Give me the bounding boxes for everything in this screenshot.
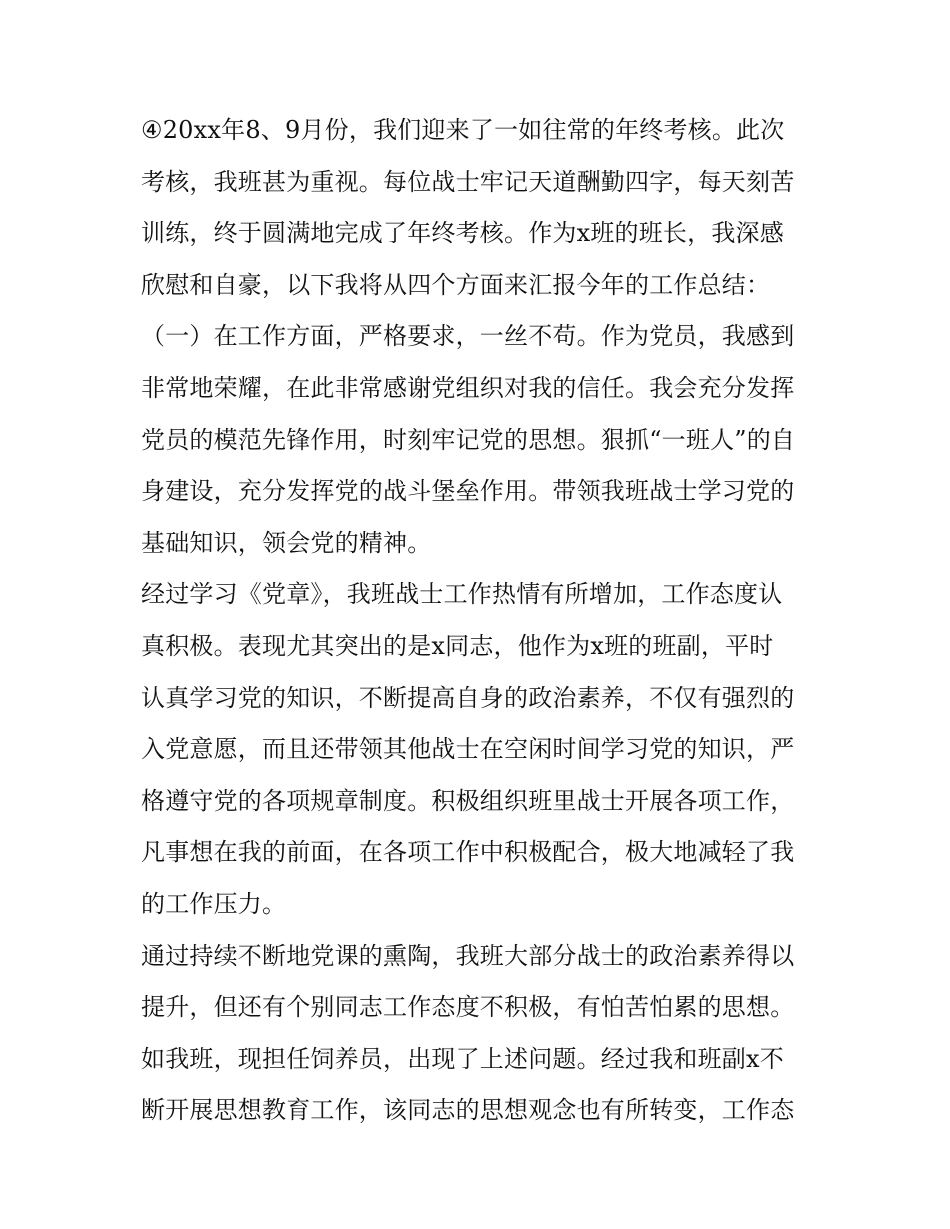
text-line: （一）在工作方面，严格要求，一丝不苟。作为党员，我感到	[141, 322, 795, 351]
text-line: 的工作压力。	[141, 889, 287, 918]
text-line: 真积极。表现尤其突出的是x同志，他作为x班的班副，平时	[141, 631, 774, 660]
text-line: 入党意愿，而且还带领其他战士在空闲时间学习党的知识，严	[141, 735, 795, 764]
text-line: 格遵守党的各项规章制度。积极组织班里战士开展各项工作，	[141, 786, 795, 815]
text-line: 训练，终于圆满地完成了年终考核。作为x班的班长，我深感	[141, 219, 784, 248]
text-line: 非常地荣耀，在此非常感谢党组织对我的信任。我会充分发挥	[141, 373, 795, 402]
text-line: 提升，但还有个别同志工作态度不积极，有怕苦怕累的思想。	[141, 993, 795, 1022]
text-line: 断开展思想教育工作，该同志的思想观念也有所转变，工作态	[141, 1096, 795, 1125]
text-line: 通过持续不断地党课的熏陶，我班大部分战士的政治素养得以	[141, 941, 795, 970]
text-line: 基础知识，领会党的精神。	[141, 528, 432, 557]
text-line: 经过学习《党章》，我班战士工作热情有所增加，工作态度认	[141, 580, 783, 609]
text-line: 党员的模范先锋作用，时刻牢记党的思想。狠抓“一班人”的自	[141, 425, 796, 454]
text-line: 凡事想在我的前面，在各项工作中积极配合，极大地减轻了我	[141, 838, 795, 867]
text-line: 如我班，现担任饲养员，出现了上述问题。经过我和班副x不	[141, 1044, 784, 1073]
text-line: 欣慰和自豪，以下我将从四个方面来汇报今年的工作总结：	[141, 270, 771, 299]
text-line: 考核，我班甚为重视。每位战士牢记天道酬勤四字，每天刻苦	[141, 167, 795, 196]
text-line: 认真学习党的知识，不断提高自身的政治素养，不仅有强烈的	[141, 683, 795, 712]
text-line: ④20xx年8、9月份，我们迎来了一如往常的年终考核。此次	[141, 116, 785, 144]
document-body	[141, 105, 813, 1137]
text-line: 身建设，充分发挥党的战斗堡垒作用。带领我班战士学习党的	[141, 477, 795, 506]
